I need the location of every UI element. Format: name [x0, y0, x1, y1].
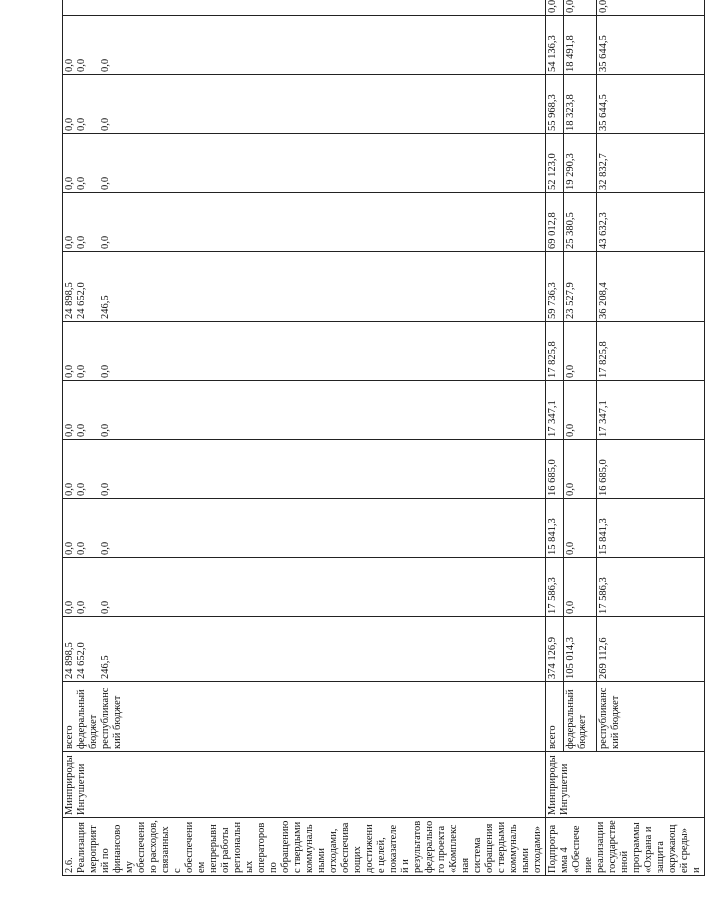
table-row — [63, 0, 546, 876]
year-cell: 18 323,8 — [563, 75, 596, 134]
table-row — [546, 0, 564, 876]
year-cell: 17 347,1 — [546, 381, 564, 440]
year-cell: 43 632,3 — [597, 193, 705, 252]
year-cell: 17 825,8 — [597, 322, 705, 381]
source-label: всего — [546, 682, 564, 752]
year-cell: 15 841,3 — [597, 499, 705, 558]
year-cell: 35 644,5 — [597, 75, 705, 134]
program-name-cell: Подпрограмма 4 «Обеспечение реализации государственной программы «Охрана и защита окружающей среды» и — [546, 818, 705, 876]
year-cell: 15 841,3 — [546, 499, 564, 558]
year-cell: 0,0 0,0 0,0 — [63, 16, 546, 75]
rotated-table-container — [62, 0, 702, 876]
year-cell: 17 586,3 — [597, 558, 705, 617]
year-cell: 54 136,3 — [546, 16, 564, 75]
year-cell: 0,0 — [563, 558, 596, 617]
year-cell: 18 491,8 — [563, 16, 596, 75]
year-cell: 55 968,3 — [546, 75, 564, 134]
year-cell: 16 685,0 — [597, 440, 705, 499]
year-cell: 17 347,1 — [597, 381, 705, 440]
table-row — [597, 0, 705, 876]
year-cell: 0,0 — [563, 0, 596, 16]
year-cell: 16 685,0 — [546, 440, 564, 499]
year-cell: 24 898,5 24 652,0 246,5 — [63, 252, 546, 322]
year-cell: 52 123,0 — [546, 134, 564, 193]
budget-table — [62, 0, 705, 876]
year-cell: 69 012,8 — [546, 193, 564, 252]
year-cell: 0,0 — [563, 440, 596, 499]
year-cell: 59 736,3 — [546, 252, 564, 322]
year-cell: 0,0 — [597, 0, 705, 16]
year-cell: 0,0 — [563, 322, 596, 381]
year-cell: 0,0 — [546, 0, 564, 16]
year-cell: 32 832,7 — [597, 134, 705, 193]
year-cell: 0,0 0,0 0,0 — [63, 134, 546, 193]
year-cell: 0,0 — [563, 499, 596, 558]
total-cell: 24 898,5 24 652,0 246,5 — [63, 617, 546, 682]
year-cell: 0,0 0,0 0,0 — [63, 440, 546, 499]
year-cell: 0,0 0,0 0,0 — [63, 322, 546, 381]
total-cell: 105 014,3 — [563, 617, 596, 682]
total-cell: 374 126,9 — [546, 617, 564, 682]
source-label: федеральный бюджет — [563, 682, 596, 752]
total-cell: 269 112,6 — [597, 617, 705, 682]
year-cell: 0,0 0,0 0,0 — [63, 75, 546, 134]
year-cell: 0,0 0,0 0,0 — [63, 381, 546, 440]
year-cell: 0,0 0,0 0,0 — [63, 193, 546, 252]
year-cell: 19 290,3 — [563, 134, 596, 193]
year-cell: 23 527,9 — [563, 252, 596, 322]
source-label: республиканский бюджет — [597, 682, 705, 752]
table-row — [563, 0, 596, 876]
year-cell: 35 644,5 — [597, 16, 705, 75]
executor-cell: Минприроды Ингушетии — [546, 752, 705, 818]
row-number: 2.6. Реализация мероприятий по финансовому обеспечению расходов, связанных с обеспечением непрерывной работы региональных операторов по обращению с твердыми коммунальными отходами, обеспечивающих достижение целей, показателей и результатов федерального проекта «Комплексная система обращения с твердыми коммунальными отходами» — [63, 818, 546, 876]
year-cell: 0,0 0,0 0,0 — [63, 499, 546, 558]
year-cell: 36 208,4 — [597, 252, 705, 322]
executor-cell: Минприроды Ингушетии — [63, 752, 546, 818]
empty-cell — [63, 0, 546, 16]
year-cell: 17 586,3 — [546, 558, 564, 617]
year-cell: 0,0 — [563, 381, 596, 440]
source-cell: всего федеральный бюджет республиканский бюджет — [63, 682, 546, 752]
year-cell: 0,0 0,0 0,0 — [63, 558, 546, 617]
year-cell: 17 825,8 — [546, 322, 564, 381]
year-cell: 25 380,5 — [563, 193, 596, 252]
